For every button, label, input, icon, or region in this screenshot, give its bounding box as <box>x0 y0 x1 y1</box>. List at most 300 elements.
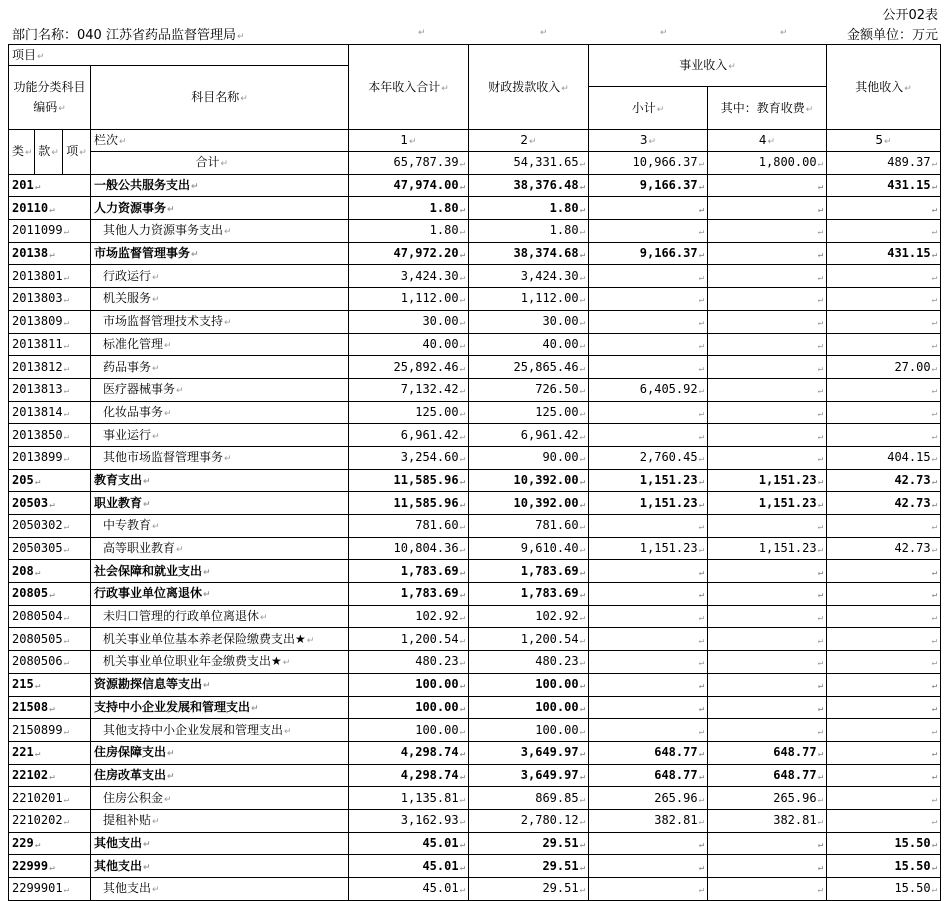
row-code <box>9 197 91 220</box>
table-row <box>9 288 941 311</box>
cell-value: 1,151.23 <box>639 495 698 510</box>
row-subject <box>91 446 349 469</box>
paragraph-mark: ↵ <box>698 635 704 646</box>
row-subject-value: 职业教育 <box>94 495 143 510</box>
paragraph-mark: ↵ <box>63 726 69 737</box>
cell-value: 65,787.39 <box>393 155 459 170</box>
paragraph-mark: ↵ <box>63 658 69 669</box>
row-subject <box>91 515 349 538</box>
cell-value: 1,151.23 <box>758 495 817 510</box>
cell-value: 100.00 <box>415 677 459 692</box>
paragraph-mark: ↵ <box>164 794 172 805</box>
row-code-value: 2050305 <box>12 541 63 556</box>
cell-value: 29.51 <box>542 881 579 896</box>
other-cell <box>827 583 941 606</box>
row-subject <box>91 832 349 855</box>
total-cell <box>349 855 469 878</box>
cell-value: 6,961.42 <box>400 427 459 442</box>
subtotal-label: 小计 <box>631 100 656 115</box>
cell-value: 3,424.30 <box>520 268 579 283</box>
fiscal-cell <box>469 265 589 288</box>
paragraph-mark: ↵ <box>817 681 823 692</box>
paragraph-mark: ↵ <box>579 567 585 578</box>
edu-fee-cell <box>708 537 827 560</box>
paragraph-mark: ↵ <box>63 522 69 533</box>
fiscal-cell <box>469 764 589 787</box>
cell-value: 3,424.30 <box>400 268 459 283</box>
total-cell <box>349 265 469 288</box>
paragraph-mark: ↵ <box>579 885 585 896</box>
other-cell <box>827 220 941 243</box>
paragraph-mark: ↵ <box>698 408 704 419</box>
cell-value: 47,972.20 <box>393 246 459 261</box>
paragraph-mark: ↵ <box>579 499 585 510</box>
row-code <box>9 764 91 787</box>
row-subject-value: 住房保障支出 <box>94 745 167 760</box>
paragraph-mark: ↵ <box>698 817 704 828</box>
total-cell <box>349 310 469 333</box>
table-row <box>9 492 941 515</box>
other-cell <box>827 696 941 719</box>
cell-value: 382.81 <box>654 813 698 828</box>
col-number-label: 4 <box>758 133 767 147</box>
total-cell <box>349 356 469 379</box>
cell-value: 9,610.40 <box>520 541 579 556</box>
table-row <box>9 696 941 719</box>
paragraph-mark: ↵ <box>282 658 291 669</box>
paragraph-mark: ↵ <box>459 839 465 850</box>
row-subject <box>91 673 349 696</box>
col-number-4 <box>708 130 827 152</box>
paragraph-mark: ↵ <box>459 295 465 306</box>
paragraph-mark: ↵ <box>306 635 315 646</box>
row-subject-value: 其他支持中小企业发展和管理支出 <box>103 722 284 737</box>
paragraph-mark: ↵ <box>579 726 585 737</box>
paragraph-mark: ↵ <box>931 681 937 692</box>
paragraph-mark: ↵ <box>698 204 704 215</box>
paragraph-mark: ↵ <box>817 272 823 283</box>
paragraph-mark: ↵ <box>817 522 823 533</box>
header-subject-name <box>91 66 349 130</box>
paragraph-mark: ↵ <box>459 182 465 193</box>
paragraph-mark: ↵ <box>698 771 704 782</box>
paragraph-mark: ↵ <box>817 204 823 215</box>
other-cell <box>827 310 941 333</box>
other-cell <box>827 855 941 878</box>
total-cell <box>349 628 469 651</box>
row-code-value: 215 <box>12 677 34 692</box>
subtotal-cell <box>589 220 708 243</box>
paragraph-mark: ↵ <box>224 454 232 465</box>
paragraph-mark: ↵ <box>931 885 937 896</box>
row-subject <box>91 333 349 356</box>
cell-value: 29.51 <box>542 835 579 850</box>
subtotal-cell <box>589 469 708 492</box>
paragraph-mark: ↵ <box>561 83 569 94</box>
paragraph-mark: ↵ <box>904 83 912 94</box>
table-row <box>9 583 941 606</box>
total-cell <box>349 242 469 265</box>
paragraph-mark: ↵ <box>698 159 704 170</box>
cell-value: 15.50 <box>894 835 931 850</box>
header-business <box>589 45 827 87</box>
paragraph-mark: ↵ <box>49 703 55 714</box>
total-cell <box>349 424 469 447</box>
row-code-value: 2080504 <box>12 609 63 624</box>
paragraph-mark: ↵ <box>34 839 41 850</box>
table-row <box>9 197 941 220</box>
paragraph-mark: ↵ <box>579 635 585 646</box>
kuan-label: 款 <box>38 144 51 159</box>
table-row <box>9 832 941 855</box>
row-code-value: 2150899 <box>12 722 63 737</box>
edu-fee-cell <box>708 696 827 719</box>
row-subject <box>91 469 349 492</box>
paragraph-mark: ↵ <box>152 885 160 896</box>
paragraph-mark: ↵ <box>34 567 41 578</box>
paragraph-mark: ↵ <box>459 250 465 261</box>
row-subject-value: 其他支出 <box>94 835 143 850</box>
header-lanci <box>91 130 349 152</box>
paragraph-mark: ↵ <box>459 499 465 510</box>
row-code-value: 2013814 <box>12 404 63 419</box>
paragraph-mark: ↵ <box>660 28 668 38</box>
subtotal-cell <box>589 832 708 855</box>
fiscal-label: 财政拨款收入 <box>488 79 561 94</box>
other-cell <box>827 356 941 379</box>
paragraph-mark: ↵ <box>167 771 175 782</box>
cell-value: 1,800.00 <box>758 155 817 170</box>
paragraph-mark: ↵ <box>698 295 704 306</box>
cell-value: 6,405.92 <box>639 382 698 397</box>
paragraph-mark: ↵ <box>579 613 585 624</box>
paragraph-mark: ↵ <box>698 839 704 850</box>
edu-fee-cell <box>708 220 827 243</box>
paragraph-mark: ↵ <box>579 545 585 556</box>
paragraph-mark: ↵ <box>698 703 704 714</box>
edu-fee-cell <box>708 878 827 901</box>
paragraph-mark: ↵ <box>529 137 537 147</box>
paragraph-mark: ↵ <box>251 703 259 714</box>
row-subject-value: 医疗器械事务 <box>103 382 176 397</box>
table-row <box>9 673 941 696</box>
edu-fee-cell <box>708 764 827 787</box>
total-cell <box>349 741 469 764</box>
paragraph-mark: ↵ <box>409 137 417 147</box>
cell-value: 431.15 <box>887 246 931 261</box>
paragraph-mark: ↵ <box>459 681 465 692</box>
paragraph-mark: ↵ <box>459 454 465 465</box>
paragraph-mark: ↵ <box>931 703 937 714</box>
paragraph-mark: ↵ <box>931 839 937 850</box>
fiscal-cell <box>469 220 589 243</box>
paragraph-mark: ↵ <box>817 613 823 624</box>
paragraph-mark: ↵ <box>698 272 704 283</box>
subtotal-cell <box>589 809 708 832</box>
row-code <box>9 288 91 311</box>
row-subject <box>91 424 349 447</box>
cell-value: 54,331.65 <box>513 155 579 170</box>
paragraph-mark: ↵ <box>176 386 184 397</box>
paragraph-mark: ↵ <box>698 726 704 737</box>
paragraph-mark: ↵ <box>152 363 160 374</box>
table-row <box>9 356 941 379</box>
paragraph-mark: ↵ <box>817 839 823 850</box>
paragraph-mark: ↵ <box>63 635 69 646</box>
paragraph-mark: ↵ <box>167 204 175 215</box>
paragraph-mark: ↵ <box>931 522 937 533</box>
paragraph-mark: ↵ <box>63 340 69 351</box>
other-cell <box>827 787 941 810</box>
paragraph-mark: ↵ <box>698 431 704 442</box>
paragraph-mark: ↵ <box>931 363 937 374</box>
other-cell <box>827 265 941 288</box>
paragraph-mark: ↵ <box>34 476 41 487</box>
edu-fee-cell <box>708 673 827 696</box>
paragraph-mark: ↵ <box>191 250 199 261</box>
row-subject <box>91 356 349 379</box>
subtotal-cell <box>589 537 708 560</box>
paragraph-mark: ↵ <box>817 726 823 737</box>
paragraph-mark: ↵ <box>579 590 585 601</box>
cell-value: 869.85 <box>535 790 579 805</box>
paragraph-mark: ↵ <box>152 431 160 442</box>
total-cell <box>349 515 469 538</box>
fiscal-cell <box>469 446 589 469</box>
row-subject-value: 药品事务 <box>103 359 152 374</box>
cell-value: 1,783.69 <box>400 586 459 601</box>
row-subject-value: 机关事业单位基本养老保险缴费支出★ <box>103 631 306 646</box>
total-cell <box>349 537 469 560</box>
edu-fee-cell <box>708 651 827 674</box>
fiscal-cell <box>469 651 589 674</box>
row-code <box>9 651 91 674</box>
paragraph-mark: ↵ <box>767 137 776 147</box>
paragraph-mark: ↵ <box>931 295 937 306</box>
fiscal-cell <box>469 152 589 175</box>
paragraph-mark: ↵ <box>579 295 585 306</box>
table-number: 公开02表 <box>882 8 938 23</box>
subtotal-cell <box>589 583 708 606</box>
row-subject-value: 支持中小企业发展和管理支出 <box>94 699 251 714</box>
other-cell <box>827 492 941 515</box>
cell-value: 648.77 <box>773 745 817 760</box>
paragraph-mark: ↵ <box>817 182 823 193</box>
total-cell <box>349 446 469 469</box>
paragraph-mark: ↵ <box>931 476 937 487</box>
table-row <box>9 310 941 333</box>
row-code <box>9 855 91 878</box>
subtotal-cell <box>589 492 708 515</box>
paragraph-mark: ↵ <box>459 363 465 374</box>
other-cell <box>827 809 941 832</box>
paragraph-mark: ↵ <box>648 137 657 147</box>
paragraph-mark: ↵ <box>817 749 823 760</box>
cell-value: 25,865.46 <box>513 359 579 374</box>
paragraph-mark: ↵ <box>817 295 823 306</box>
row-code <box>9 628 91 651</box>
other-cell <box>827 174 941 197</box>
cell-value: 11,585.96 <box>393 472 459 487</box>
fiscal-cell <box>469 628 589 651</box>
paragraph-mark: ↵ <box>931 749 937 760</box>
subtotal-cell <box>589 310 708 333</box>
row-subject <box>91 878 349 901</box>
paragraph-mark: ↵ <box>459 431 465 442</box>
subtotal-cell <box>589 787 708 810</box>
row-subject-value: 市场监督管理技术支持 <box>103 314 224 329</box>
fiscal-cell <box>469 855 589 878</box>
paragraph-mark: ↵ <box>203 567 211 578</box>
subject-name-label: 科目名称 <box>191 90 240 104</box>
row-subject <box>91 741 349 764</box>
row-subject-value: 市场监督管理事务 <box>94 246 191 261</box>
subtotal-cell <box>589 197 708 220</box>
row-subject-value: 行政事业单位离退休 <box>94 586 203 601</box>
subtotal-cell <box>589 401 708 424</box>
other-cell <box>827 288 941 311</box>
row-subject-value: 人力资源事务 <box>94 200 167 215</box>
other-cell <box>827 605 941 628</box>
subtotal-cell <box>589 855 708 878</box>
cell-value: 404.15 <box>887 450 931 465</box>
other-cell <box>827 152 941 175</box>
edu-fee-cell <box>708 446 827 469</box>
total-cell <box>349 174 469 197</box>
paragraph-mark: ↵ <box>698 522 704 533</box>
paragraph-mark: ↵ <box>931 567 937 578</box>
edu-fee-cell <box>708 356 827 379</box>
paragraph-mark: ↵ <box>459 749 465 760</box>
row-code <box>9 492 91 515</box>
cell-value: 11,585.96 <box>393 495 459 510</box>
header-kuan <box>35 130 63 175</box>
paragraph-mark: ↵ <box>817 476 823 487</box>
cell-value: 4,298.74 <box>400 767 459 782</box>
paragraph-mark: ↵ <box>698 318 704 329</box>
cell-value: 9,166.37 <box>639 178 698 193</box>
col-number-label: 1 <box>400 133 409 147</box>
fiscal-cell <box>469 333 589 356</box>
edu-fee-cell <box>708 809 827 832</box>
paragraph-mark: ↵ <box>656 104 665 115</box>
fiscal-cell <box>469 719 589 742</box>
row-code-value: 229 <box>12 835 34 850</box>
row-code <box>9 356 91 379</box>
other-cell <box>827 673 941 696</box>
row-code-value: 2013803 <box>12 291 63 306</box>
row-subject-value: 住房改革支出 <box>94 767 167 782</box>
table-row <box>9 424 941 447</box>
cell-value: 4,298.74 <box>400 745 459 760</box>
row-subject-value: 化妆品事务 <box>103 404 164 419</box>
paragraph-mark: ↵ <box>176 545 184 556</box>
row-code <box>9 378 91 401</box>
cell-value: 1.80 <box>549 223 579 238</box>
row-code-value: 2013813 <box>12 382 63 397</box>
cell-value: 431.15 <box>887 178 931 193</box>
table-row <box>9 741 941 764</box>
paragraph-mark: ↵ <box>931 613 937 624</box>
edu-fee-cell <box>708 583 827 606</box>
edu-fee-label: 其中：教育收费 <box>720 100 805 115</box>
paragraph-mark: ↵ <box>143 839 151 850</box>
paragraph-mark: ↵ <box>579 817 585 828</box>
total-row-label: 合计 <box>195 155 220 170</box>
edu-fee-cell <box>708 560 827 583</box>
header-lei <box>9 130 35 175</box>
paragraph-mark: ↵ <box>459 567 465 578</box>
paragraph-mark: ↵ <box>459 159 465 170</box>
row-code <box>9 673 91 696</box>
paragraph-mark: ↵ <box>260 613 268 624</box>
fiscal-cell <box>469 492 589 515</box>
header-fiscal <box>469 45 589 130</box>
table-row <box>9 809 941 832</box>
row-code <box>9 605 91 628</box>
header-total <box>349 45 469 130</box>
other-label: 其他收入 <box>855 79 904 94</box>
cell-value: 1,151.23 <box>639 472 698 487</box>
fiscal-cell <box>469 310 589 333</box>
paragraph-mark: ↵ <box>459 204 465 215</box>
row-code-value: 2013801 <box>12 268 63 283</box>
paragraph-mark: ↵ <box>931 635 937 646</box>
paragraph-mark: ↵ <box>817 817 823 828</box>
total-cell <box>349 719 469 742</box>
paragraph-mark: ↵ <box>540 28 548 38</box>
paragraph-mark: ↵ <box>817 159 823 170</box>
row-code <box>9 469 91 492</box>
row-subject <box>91 537 349 560</box>
row-code-value: 208 <box>12 563 34 578</box>
fiscal-cell <box>469 242 589 265</box>
total-cell <box>349 220 469 243</box>
row-code <box>9 583 91 606</box>
paragraph-mark: ↵ <box>931 159 937 170</box>
row-subject-value: 其他支出 <box>103 881 152 896</box>
table-row <box>9 378 941 401</box>
paragraph-mark: ↵ <box>459 408 465 419</box>
paragraph-mark: ↵ <box>817 386 823 397</box>
table-row <box>9 787 941 810</box>
paragraph-mark: ↵ <box>459 386 465 397</box>
paragraph-mark: ↵ <box>191 182 199 193</box>
fiscal-cell <box>469 787 589 810</box>
row-subject <box>91 288 349 311</box>
paragraph-mark: ↵ <box>698 454 704 465</box>
paragraph-mark: ↵ <box>459 545 465 556</box>
edu-fee-cell <box>708 265 827 288</box>
other-cell <box>827 628 941 651</box>
col-number-label: 3 <box>639 133 648 147</box>
cell-value: 90.00 <box>542 450 579 465</box>
total-cell <box>349 605 469 628</box>
fiscal-cell <box>469 515 589 538</box>
other-cell <box>827 651 941 674</box>
cell-value: 15.50 <box>894 881 931 896</box>
paragraph-mark: ↵ <box>817 658 823 669</box>
edu-fee-cell <box>708 378 827 401</box>
row-code <box>9 265 91 288</box>
edu-fee-cell <box>708 288 827 311</box>
row-code-value: 2210201 <box>12 790 63 805</box>
paragraph-mark: ↵ <box>931 204 937 215</box>
paragraph-mark: ↵ <box>698 250 704 261</box>
edu-fee-cell <box>708 310 827 333</box>
cell-value: 1,112.00 <box>520 291 579 306</box>
cell-value: 102.92 <box>415 609 459 624</box>
